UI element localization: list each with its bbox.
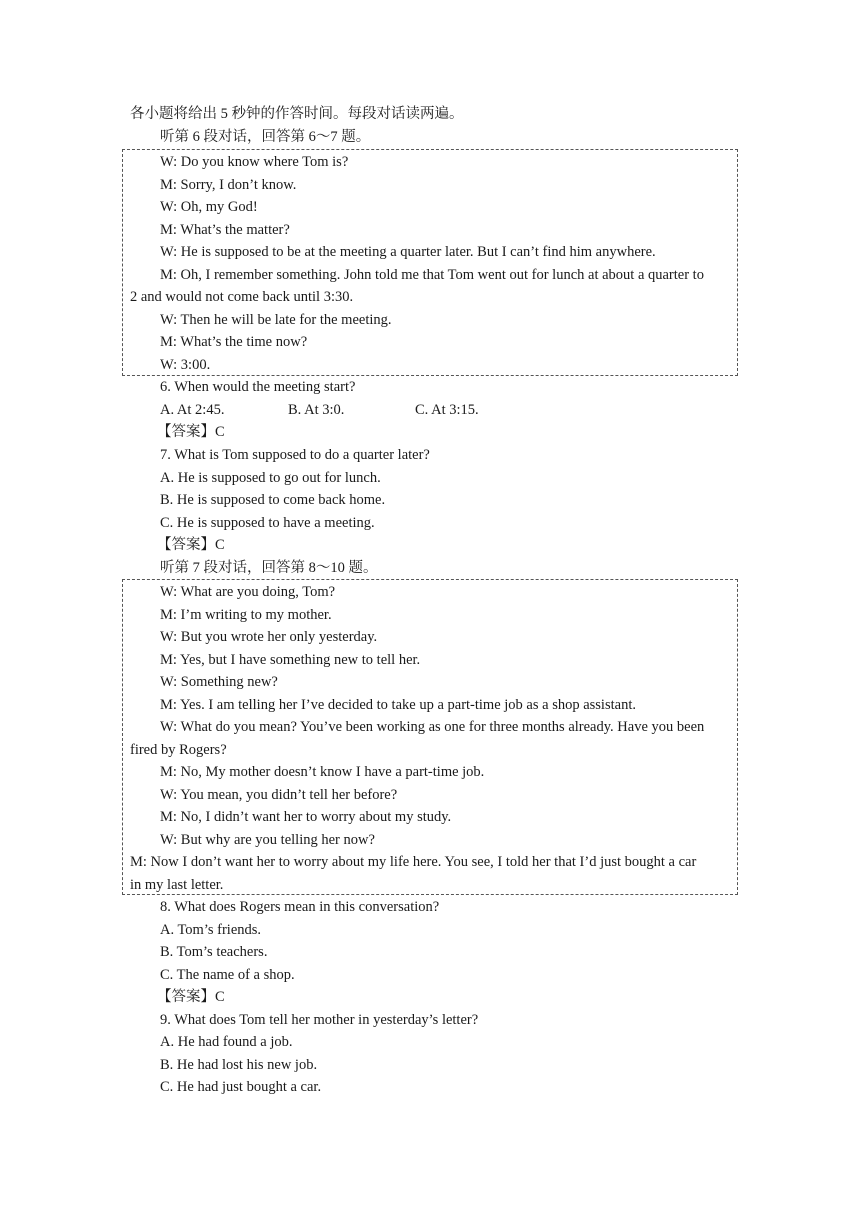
section-7-header: 听第 7 段对话，回答第 8～10 题。 (160, 560, 378, 576)
option-a: A. At 2:45. (160, 402, 225, 418)
dialogue-line: W: But why are you telling her now? (160, 832, 375, 848)
question-7: 7. What is Tom supposed to do a quarter later? (160, 447, 430, 463)
question-8: 8. What does Rogers mean in this conversation? (160, 899, 440, 915)
option-b: B. He had lost his new job. (160, 1057, 318, 1073)
dialogue-line: M: Yes. I am telling her I’ve decided to take up a part-time job as a shop assistant. (160, 697, 636, 713)
dialogue-line: W: Do you know where Tom is? (160, 154, 349, 170)
dialogue-line: M: Yes, but I have something new to tell her. (160, 652, 421, 668)
option-a: A. He is supposed to go out for lunch. (160, 470, 381, 486)
dialogue-line: W: Something new? (160, 674, 278, 690)
option-b: B. Tom’s teachers. (160, 944, 268, 960)
dialogue-line: M: No, I didn’t want her to worry about my study. (160, 809, 452, 825)
dialogue-line: M: Sorry, I don’t know. (160, 177, 297, 193)
option-c: C. At 3:15. (415, 402, 479, 418)
answer-7: 【答案】C (157, 537, 225, 553)
option-c: C. He is supposed to have a meeting. (160, 515, 375, 531)
dialogue-line: M: Oh, I remember something. John told me that Tom went out for lunch at about a quarter to (160, 267, 704, 283)
option-a: A. He had found a job. (160, 1034, 293, 1050)
dialogue-line: M: I’m writing to my mother. (160, 607, 332, 623)
option-a: A. Tom’s friends. (160, 922, 262, 938)
dialogue-line: W: What do you mean? You’ve been working as one for three months already. Have you been (160, 719, 705, 735)
answer-8: 【答案】C (157, 989, 225, 1005)
option-b: B. At 3:0. (288, 402, 345, 418)
dialogue-6-box (122, 149, 738, 376)
dialogue-line: W: He is supposed to be at the meeting a quarter later. But I can’t find him anywhere. (160, 244, 656, 260)
dialogue-line: W: What are you doing, Tom? (160, 584, 336, 600)
section-6-header: 听第 6 段对话，回答第 6～7 题。 (160, 129, 371, 145)
dialogue-line: in my last letter. (130, 877, 224, 893)
dialogue-line: W: 3:00. (160, 357, 211, 373)
answer-6: 【答案】C (157, 424, 225, 440)
dialogue-line: fired by Rogers? (130, 742, 227, 758)
dialogue-line: M: Now I don’t want her to worry about my life here. You see, I told her that I’d just bought a car (130, 854, 697, 870)
dialogue-line: M: What’s the matter? (160, 222, 290, 238)
dialogue-7-box (122, 579, 738, 895)
dialogue-line: W: But you wrote her only yesterday. (160, 629, 378, 645)
dialogue-line: M: No, My mother doesn’t know I have a part-time job. (160, 764, 485, 780)
question-9: 9. What does Tom tell her mother in yesterday’s letter? (160, 1012, 479, 1028)
option-c: C. The name of a shop. (160, 967, 295, 983)
dialogue-line: W: You mean, you didn’t tell her before? (160, 787, 398, 803)
option-c: C. He had just bought a car. (160, 1079, 322, 1095)
dialogue-line: 2 and would not come back until 3:30. (130, 289, 354, 305)
dialogue-line: M: What’s the time now? (160, 334, 308, 350)
dialogue-line: W: Then he will be late for the meeting. (160, 312, 392, 328)
question-6: 6. When would the meeting start? (160, 379, 356, 395)
option-b: B. He is supposed to come back home. (160, 492, 386, 508)
dialogue-line: W: Oh, my God! (160, 199, 258, 215)
intro-text: 各小题将给出 5 秒钟的作答时间。每段对话读两遍。 (130, 106, 464, 122)
